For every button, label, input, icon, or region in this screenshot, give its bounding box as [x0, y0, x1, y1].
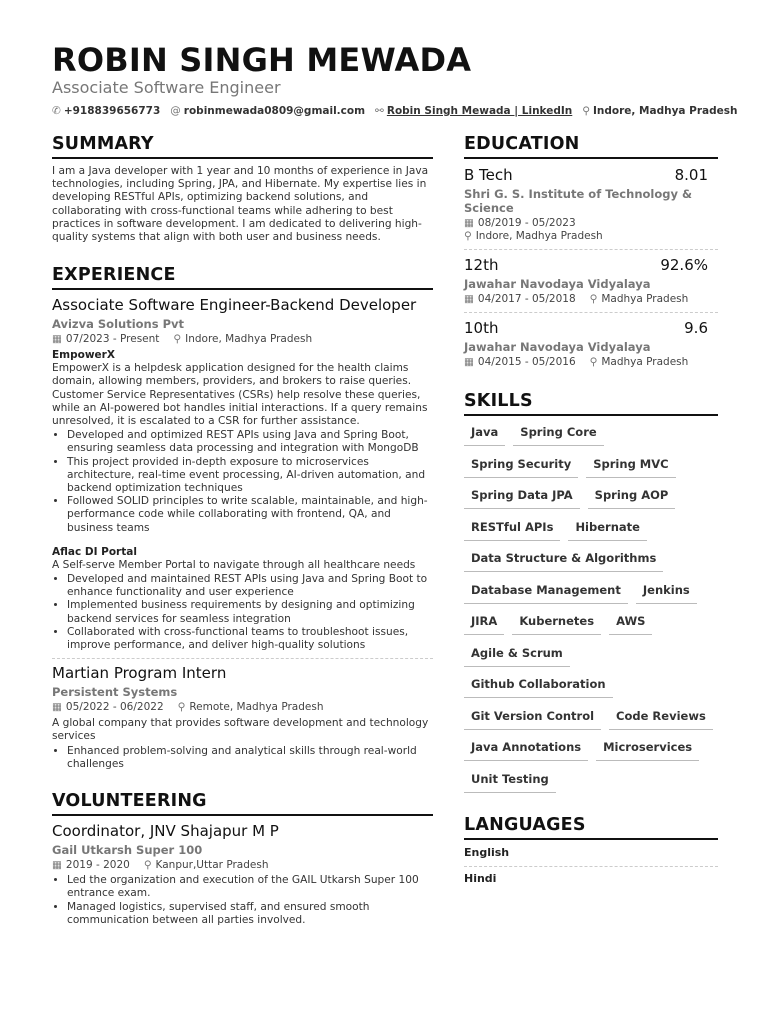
skill-tag: Git Version Control	[464, 706, 601, 730]
volunteer-title: Coordinator, JNV Shajapur M P	[52, 822, 279, 841]
list-item: • Managed logistics, supervised staff, and ensured smooth communication between all parties involved.	[67, 901, 433, 927]
edu-meta: ▦ 04/2017 - 05/2018 ⚲ Madhya Pradesh	[464, 293, 689, 305]
job-description: A global company that provides software development and technology services	[52, 717, 429, 743]
list-item: • Led the organization and execution of the GAIL Utkarsh Super 100 entrance exam.	[67, 874, 433, 900]
volunteer-bullets	[52, 874, 433, 927]
project-bullets	[52, 573, 433, 652]
left-column	[52, 132, 433, 927]
list-item: • Collaborated with cross-functional teams to troubleshoot issues, improve performance, and deliver high-quality solutions	[67, 626, 433, 652]
calendar-icon: ▦	[464, 293, 474, 305]
at-icon: @	[170, 105, 181, 117]
volunteer-org: Gail Utkarsh Super 100	[52, 843, 203, 858]
language-item: Hindi	[464, 871, 497, 885]
edu-meta: ▦ 04/2015 - 05/2016 ⚲ Madhya Pradesh	[464, 356, 689, 368]
skill-tag: Java	[464, 422, 505, 446]
divider	[464, 312, 718, 313]
skill-tag: Hibernate	[568, 517, 647, 541]
skill-tag: Spring Core	[513, 422, 603, 446]
job-location: ⚲ Remote, Madhya Pradesh	[177, 701, 324, 714]
skill-tag: Spring Security	[464, 454, 578, 478]
edu-school: Shri G. S. Institute of Technology & Science	[464, 187, 693, 215]
skill-tag: Spring Data JPA	[464, 485, 580, 509]
project-bullets	[52, 429, 433, 535]
volunteering-section	[52, 789, 433, 927]
list-item: • Followed SOLID principles to write scalable, maintainable, and high-performance code while collaborating with frontend, QA, and business teams	[67, 495, 433, 535]
calendar-icon: ▦	[52, 701, 62, 714]
job-title: Martian Program Intern	[52, 664, 227, 683]
education-section	[464, 132, 718, 369]
edu-degree: 10th	[464, 319, 499, 337]
summary-heading: SUMMARY	[52, 132, 433, 159]
edu-score: 9.6	[684, 319, 708, 337]
skill-tag: Kubernetes	[512, 611, 601, 635]
edu-score: 8.01	[674, 166, 708, 184]
divider	[52, 658, 433, 659]
edu-location: ⚲ Indore, Madhya Pradesh	[464, 230, 603, 242]
languages-section	[464, 813, 718, 892]
calendar-icon: ▦	[464, 356, 474, 368]
right-column	[464, 132, 718, 897]
experience-job	[52, 296, 433, 652]
edu-score: 92.6%	[660, 256, 708, 274]
contact-phone[interactable]: ✆ +918839656773	[52, 105, 161, 117]
location-pin-icon: ⚲	[582, 105, 590, 117]
location-pin-icon: ⚲	[589, 356, 598, 368]
location-pin-icon: ⚲	[177, 701, 186, 714]
calendar-icon: ▦	[464, 217, 474, 229]
linkedin-link[interactable]: Robin Singh Mewada | LinkedIn	[386, 105, 573, 117]
calendar-icon: ▦	[52, 333, 62, 346]
contact-location: ⚲ Indore, Madhya Pradesh	[582, 105, 738, 117]
skill-tag: Agile & Scrum	[464, 643, 570, 667]
edu-degree: 12th	[464, 256, 499, 274]
skill-tag: Github Collaboration	[464, 674, 613, 698]
job-dates: ▦ 07/2023 - Present	[52, 333, 160, 346]
experience-section	[52, 263, 433, 771]
contact-linkedin[interactable]	[375, 103, 572, 119]
volunteering-heading: VOLUNTEERING	[52, 789, 433, 816]
job-meta	[52, 332, 433, 347]
edu-degree: B Tech	[464, 166, 513, 184]
edu-school: Jawahar Navodaya Vidyalaya	[464, 340, 651, 354]
education-heading: EDUCATION	[464, 132, 718, 159]
edu-dates: ▦ 08/2019 - 05/2023	[464, 217, 576, 229]
list-item: • Developed and maintained REST APIs using Java and Spring Boot to enhance functionality and user experience	[67, 573, 433, 599]
edu-school: Jawahar Navodaya Vidyalaya	[464, 277, 651, 291]
job-title: Associate Software Engineer-Backend Developer	[52, 296, 417, 315]
skill-tag: Database Management	[464, 580, 628, 604]
location-pin-icon: ⚲	[464, 230, 472, 242]
list-item: • Developed and optimized REST APIs using Java and Spring Boot, ensuring seamless data processing and integration with MongoDB	[67, 429, 433, 455]
skill-tag: Spring MVC	[586, 454, 675, 478]
summary-text: I am a Java developer with 1 year and 10 months of experience in Java technologies, including Spring, JPA, and Hibernate. My expertise lies in developing RESTful APIs, optimizing backend solutions, and collaborating with cross-functional teams while adhering to best practices in software development. I am dedicated to delivering high-quality systems that align with both user and business needs.	[52, 165, 429, 244]
job-bullets	[52, 745, 433, 771]
job-location: ⚲ Indore, Madhya Pradesh	[173, 333, 313, 346]
list-item: • This project provided in-depth exposure to microservices architecture, real-time event processing, AI-driven automation, and backend optimization techniques	[67, 456, 433, 496]
job-company: Persistent Systems	[52, 685, 178, 700]
contact-bar	[52, 103, 737, 119]
list-item: • Implemented business requirements by designing and optimizing backend services for seamless integration	[67, 599, 433, 625]
skills-list	[464, 422, 718, 793]
skill-tag: Microservices	[596, 737, 699, 761]
job-meta	[52, 700, 433, 715]
skill-tag: RESTful APIs	[464, 517, 560, 541]
languages-heading: LANGUAGES	[464, 813, 718, 840]
experience-job	[52, 664, 433, 771]
education-item	[464, 318, 718, 369]
job-dates: ▦ 05/2022 - 06/2022	[52, 701, 164, 714]
project-description: EmpowerX is a helpdesk application designed for the health claims domain, allowing members, providers, and brokers to raise queries. Customer Service Representatives (CSRs) help resolve these queries, while an AI-powered bot handles initial interactions. If a query remains unresolved, it is escalated to a CSR for further assistance.	[52, 362, 428, 428]
link-icon: ⚯	[375, 105, 384, 117]
skill-tag: Java Annotations	[464, 737, 588, 761]
experience-heading: EXPERIENCE	[52, 263, 433, 290]
candidate-name: ROBIN SINGH MEWADA	[52, 41, 472, 79]
location-pin-icon: ⚲	[589, 293, 598, 305]
volunteer-dates: ▦ 2019 - 2020	[52, 859, 130, 872]
skill-tag: Spring AOP	[588, 485, 676, 509]
project-name: Aflac DI Portal	[52, 545, 137, 558]
divider	[464, 249, 718, 250]
education-item	[464, 255, 718, 306]
education-item	[464, 165, 718, 243]
location-pin-icon: ⚲	[173, 333, 182, 346]
contact-email[interactable]: @ robinmewada0809@gmail.com	[170, 105, 366, 117]
skill-tag: Data Structure & Algorithms	[464, 548, 663, 572]
job-company: Avizva Solutions Pvt	[52, 317, 184, 332]
phone-icon: ✆	[52, 105, 61, 117]
location-pin-icon: ⚲	[143, 859, 152, 872]
project-description: A Self-serve Member Portal to navigate through all healthcare needs	[52, 558, 416, 571]
volunteer-meta	[52, 858, 433, 873]
skill-tag: Unit Testing	[464, 769, 556, 793]
candidate-title: Associate Software Engineer	[52, 78, 281, 97]
skill-tag: JIRA	[464, 611, 504, 635]
calendar-icon: ▦	[52, 859, 62, 872]
project-name: EmpowerX	[52, 349, 115, 362]
skill-tag: AWS	[609, 611, 652, 635]
list-item: • Enhanced problem-solving and analytical skills through real-world challenges	[67, 745, 433, 771]
volunteer-location: ⚲ Kanpur,Uttar Pradesh	[143, 859, 269, 872]
language-item: English	[464, 846, 718, 867]
skills-heading: SKILLS	[464, 389, 718, 416]
skill-tag: Code Reviews	[609, 706, 713, 730]
skill-tag: Jenkins	[636, 580, 697, 604]
summary-section	[52, 132, 433, 244]
skills-section	[464, 389, 718, 793]
